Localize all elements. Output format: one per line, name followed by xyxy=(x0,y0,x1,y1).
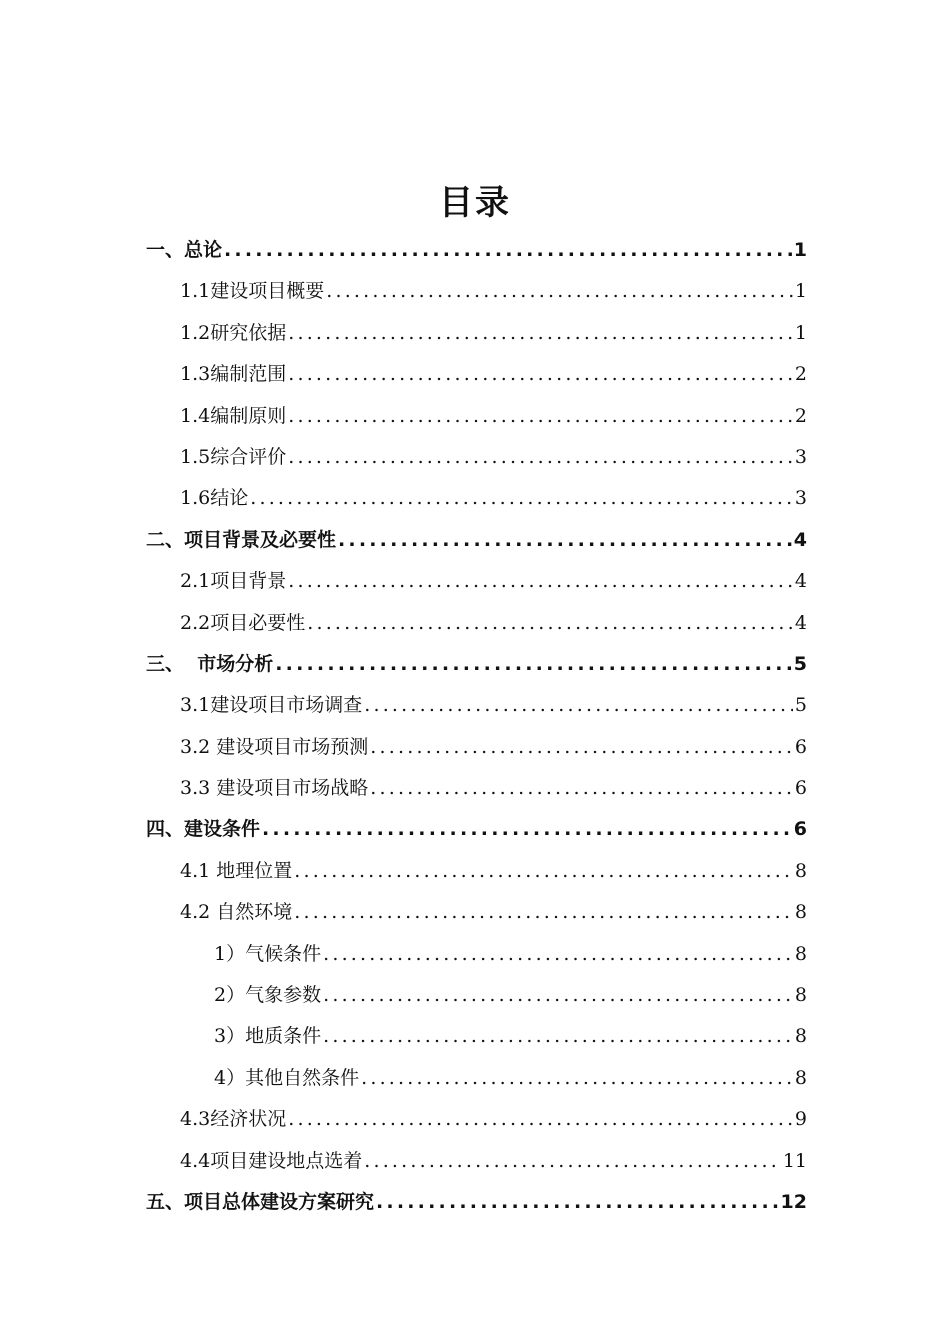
toc-entry-3-1[interactable] xyxy=(146,685,807,726)
toc-page-number: 3 xyxy=(794,445,807,468)
toc-leader-dots xyxy=(288,561,793,602)
toc-page-number: 3 xyxy=(794,487,807,510)
toc-entry-5[interactable] xyxy=(146,1182,807,1223)
toc-leader-dots xyxy=(294,892,793,933)
toc-label: 1.2研究依据 xyxy=(180,321,287,344)
toc-entry-4-4[interactable] xyxy=(146,1141,807,1182)
toc-label: 二、项目背景及必要性 xyxy=(146,528,337,551)
toc-label: 4.1 地理位置 xyxy=(180,859,293,882)
toc-leader-dots xyxy=(224,230,792,271)
toc-label: 1.6结论 xyxy=(180,487,249,510)
toc-page-number: 8 xyxy=(794,1066,807,1089)
toc-label: 4.2 自然环境 xyxy=(180,901,293,924)
toc-leader-dots xyxy=(294,851,793,892)
toc-label: 4.3经济状况 xyxy=(180,1108,287,1131)
toc-leader-dots xyxy=(307,603,793,644)
toc-label: 3.1建设项目市场调查 xyxy=(180,694,363,717)
toc-label: 2.2项目必要性 xyxy=(180,611,306,634)
toc-leader-dots xyxy=(370,727,793,768)
toc-leader-dots xyxy=(262,809,792,850)
toc-entry-4-2[interactable] xyxy=(146,892,807,933)
toc-page-number: 1 xyxy=(794,321,807,344)
toc-label: 3）地质条件 xyxy=(214,1025,322,1048)
toc-label: 3.3 建设项目市场战略 xyxy=(180,777,369,800)
toc-page-number: 8 xyxy=(794,1025,807,1048)
toc-leader-dots xyxy=(323,1016,793,1057)
toc-page-number: 1 xyxy=(793,239,807,261)
toc-leader-dots xyxy=(323,975,793,1016)
toc-label: 1.1建设项目概要 xyxy=(180,280,325,303)
toc-entry-3[interactable] xyxy=(146,644,807,685)
toc-leader-dots xyxy=(376,1182,779,1223)
toc-leader-dots xyxy=(250,478,793,519)
toc-entry-4-2-1[interactable] xyxy=(146,934,807,975)
toc-leader-dots xyxy=(323,934,793,975)
toc-leader-dots xyxy=(288,313,793,354)
toc-page-number: 9 xyxy=(794,1108,807,1131)
toc-entry-4-2-4[interactable] xyxy=(146,1058,807,1099)
toc-entry-4-1[interactable] xyxy=(146,851,807,892)
toc-entry-1-4[interactable] xyxy=(146,396,807,437)
toc-label: 五、项目总体建设方案研究 xyxy=(146,1190,375,1213)
toc-page-number: 4 xyxy=(793,528,807,551)
toc-leader-dots xyxy=(288,1099,793,1140)
toc-leader-dots xyxy=(364,685,793,726)
toc-entry-4-3[interactable] xyxy=(146,1099,807,1140)
toc-leader-dots xyxy=(288,396,793,437)
toc-entry-2[interactable] xyxy=(146,520,807,561)
toc-label: 2）气象参数 xyxy=(214,984,322,1007)
toc-page-number: 2 xyxy=(794,404,807,427)
toc-label: 1.5综合评价 xyxy=(180,445,287,468)
toc-entry-1-2[interactable] xyxy=(146,313,807,354)
toc-entry-3-3[interactable] xyxy=(146,768,807,809)
toc-page-number: 6 xyxy=(794,735,807,758)
toc-entry-4-2-3[interactable] xyxy=(146,1016,807,1057)
toc-leader-dots xyxy=(288,354,793,395)
toc-page-number: 5 xyxy=(793,652,807,675)
toc-page-number: 8 xyxy=(794,859,807,882)
toc-page-number: 1 xyxy=(794,280,807,303)
toc-page-number: 12 xyxy=(780,1190,807,1213)
toc-label: 4.4项目建设地点选着 xyxy=(180,1149,363,1172)
toc-entry-2-1[interactable] xyxy=(146,561,807,602)
toc-page-number: 6 xyxy=(793,818,807,841)
toc-label: 四、建设条件 xyxy=(146,818,261,841)
toc-leader-dots xyxy=(370,768,793,809)
page-title: 目录 xyxy=(439,183,511,223)
toc-page-number: 8 xyxy=(794,901,807,924)
toc-entry-1-1[interactable] xyxy=(146,271,807,312)
toc-leader-dots xyxy=(361,1058,793,1099)
toc-page-number: 2 xyxy=(794,363,807,386)
toc-entry-4-2-2[interactable] xyxy=(146,975,807,1016)
toc-leader-dots xyxy=(364,1141,781,1182)
toc-entry-3-2[interactable] xyxy=(146,727,807,768)
toc-leader-dots xyxy=(288,437,793,478)
toc-entry-1-5[interactable] xyxy=(146,437,807,478)
toc-label: 4）其他自然条件 xyxy=(214,1066,360,1089)
toc-page-number: 4 xyxy=(794,570,807,593)
toc-leader-dots xyxy=(275,644,792,685)
toc-page-number: 5 xyxy=(794,694,807,717)
toc-page-number: 6 xyxy=(794,777,807,800)
toc-entry-4[interactable] xyxy=(146,809,807,850)
toc-page-number: 4 xyxy=(794,611,807,634)
toc-entry-1[interactable] xyxy=(146,230,807,271)
toc-label: 1.3编制范围 xyxy=(180,363,287,386)
toc-entry-2-2[interactable] xyxy=(146,603,807,644)
toc-page-number: 11 xyxy=(782,1149,807,1172)
toc-label: 3.2 建设项目市场预测 xyxy=(180,735,369,758)
toc-entry-1-3[interactable] xyxy=(146,354,807,395)
toc-page-number: 8 xyxy=(794,942,807,965)
toc-leader-dots xyxy=(338,520,792,561)
toc-label: 1）气候条件 xyxy=(214,942,322,965)
toc-label: 2.1项目背景 xyxy=(180,570,287,593)
toc-leader-dots xyxy=(326,271,793,312)
toc-page-number: 8 xyxy=(794,984,807,1007)
toc-label: 三、 市场分析 xyxy=(146,652,274,675)
toc-label: 1.4编制原则 xyxy=(180,404,287,427)
toc-entry-1-6[interactable] xyxy=(146,478,807,519)
table-of-contents xyxy=(146,230,807,1223)
toc-label: 一、总论 xyxy=(146,239,223,261)
